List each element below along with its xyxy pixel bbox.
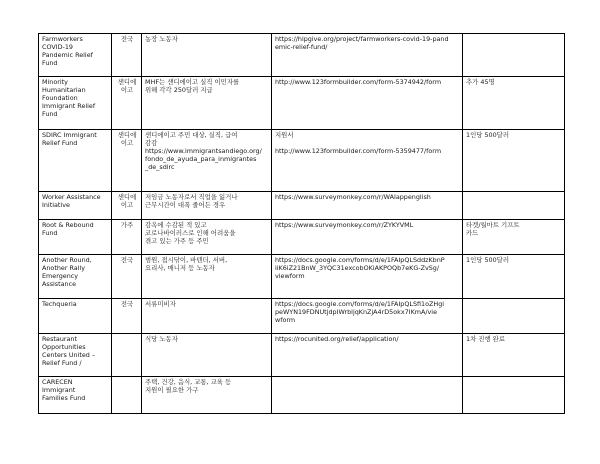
link-cell[interactable]: https://docs.google.com/forms/d/e/1FAIpQLSfi1oZHgi peWYN19FDNUtjdpIWrbljqKnZjA4rD5okx7IKmA/vie wform <box>272 299 463 334</box>
target-cell: 주택, 건강, 음식, 교통, 교육 등 지원이 필요한 가구 <box>142 377 272 414</box>
fund-name-cell: Worker Assistance Initiative <box>39 192 112 220</box>
region-cell: 전국 <box>112 255 142 299</box>
table-row <box>39 299 565 334</box>
link-cell[interactable]: https://www.surveymonkey.com/r/ZYKYVML <box>272 220 463 255</box>
region-cell: 샌디에 이고 <box>112 77 142 130</box>
table-row <box>39 255 565 299</box>
link-cell[interactable]: https://docs.google.com/forms/d/e/1FAIpQLSddzKbnP iiK6iZ21BnW_3YQC31excobOKiAKPOQb7eKG-ZvSg/ viewform <box>272 255 463 299</box>
link-cell[interactable] <box>272 377 463 414</box>
table-row <box>39 77 565 130</box>
amount-cell: 1차 진행 완료 <box>463 334 565 377</box>
link-cell[interactable]: https://www.surveymonkey.com/r/WAIappenglish <box>272 192 463 220</box>
fund-name-cell: SDIRC Immigrant Relief Fund <box>39 130 112 192</box>
table-row <box>39 220 565 255</box>
target-cell: 농장 노동자 <box>142 34 272 77</box>
table-row <box>39 377 565 414</box>
region-cell: 전국 <box>112 34 142 77</box>
table-row <box>39 192 565 220</box>
fund-name-cell: Another Round, Another Rally Emergency Assistance <box>39 255 112 299</box>
amount-cell <box>463 299 565 334</box>
fund-name-cell: Minority Humanitarian Foundation Immigrant Relief Fund <box>39 77 112 130</box>
amount-cell: 1인당 500달러 <box>463 255 565 299</box>
table-row <box>39 34 565 77</box>
target-cell: MHF는 샌디에이고 실직 이민자를 위해 각각 250달러 지급 <box>142 77 272 130</box>
amount-cell <box>463 34 565 77</box>
table-row <box>39 334 565 377</box>
region-cell: 샌디에 이고 <box>112 192 142 220</box>
target-cell: 서류미비자 <box>142 299 272 334</box>
target-cell: 샌디에이고 주민 대상, 실직, 급여 감감 https://www.immigrantsandiego.org/ fondo_de_ayuda_para_inmigrantes _de_sdirc <box>142 130 272 192</box>
target-cell: 저임금 노동자로서 직업을 잃거나 근무시간이 대폭 줄어든 경우 <box>142 192 272 220</box>
region-cell <box>112 334 142 377</box>
target-cell: 식당 노동자 <box>142 334 272 377</box>
target-cell: 감옥에 수감된 적 있고 코로나바이러스로 인해 어려움을 겪고 있는 가주 등 주민 <box>142 220 272 255</box>
relief-fund-table <box>38 33 565 414</box>
amount-cell <box>463 192 565 220</box>
target-cell: 범원, 접시닦이, 바텐더, 서버, 요리사, 매니저 등 노동자 <box>142 255 272 299</box>
amount-cell <box>463 377 565 414</box>
region-cell: 전국 <box>112 299 142 334</box>
fund-name-cell: Techqueria <box>39 299 112 334</box>
amount-cell: 타겟/월마트 기프트 카드 <box>463 220 565 255</box>
region-cell: 샌디에 이고 <box>112 130 142 192</box>
region-cell: 가주 <box>112 220 142 255</box>
fund-name-cell: CARECEN Immigrant Families Fund <box>39 377 112 414</box>
amount-cell: 1인당 500달러 <box>463 130 565 192</box>
region-cell <box>112 377 142 414</box>
link-cell[interactable]: http://www.123formbuilder.com/form-5374942/form <box>272 77 463 130</box>
table-row <box>39 130 565 192</box>
link-cell[interactable]: https://rocunited.org/relief/application/ <box>272 334 463 377</box>
link-cell[interactable]: https://hipgive.org/project/farmworkers-covid-19-pand emic-relief-fund/ <box>272 34 463 77</box>
fund-name-cell: Farmworkers COVID-19 Pandemic Relief Fund <box>39 34 112 77</box>
link-cell[interactable]: 지원서 http://www.123formbuilder.com/form-5359477/form <box>272 130 463 192</box>
amount-cell: 추가 45명 <box>463 77 565 130</box>
fund-name-cell: Restaurant Opportunities Centers United – Relief Fund / <box>39 334 112 377</box>
fund-name-cell: Root & Rebound Fund <box>39 220 112 255</box>
